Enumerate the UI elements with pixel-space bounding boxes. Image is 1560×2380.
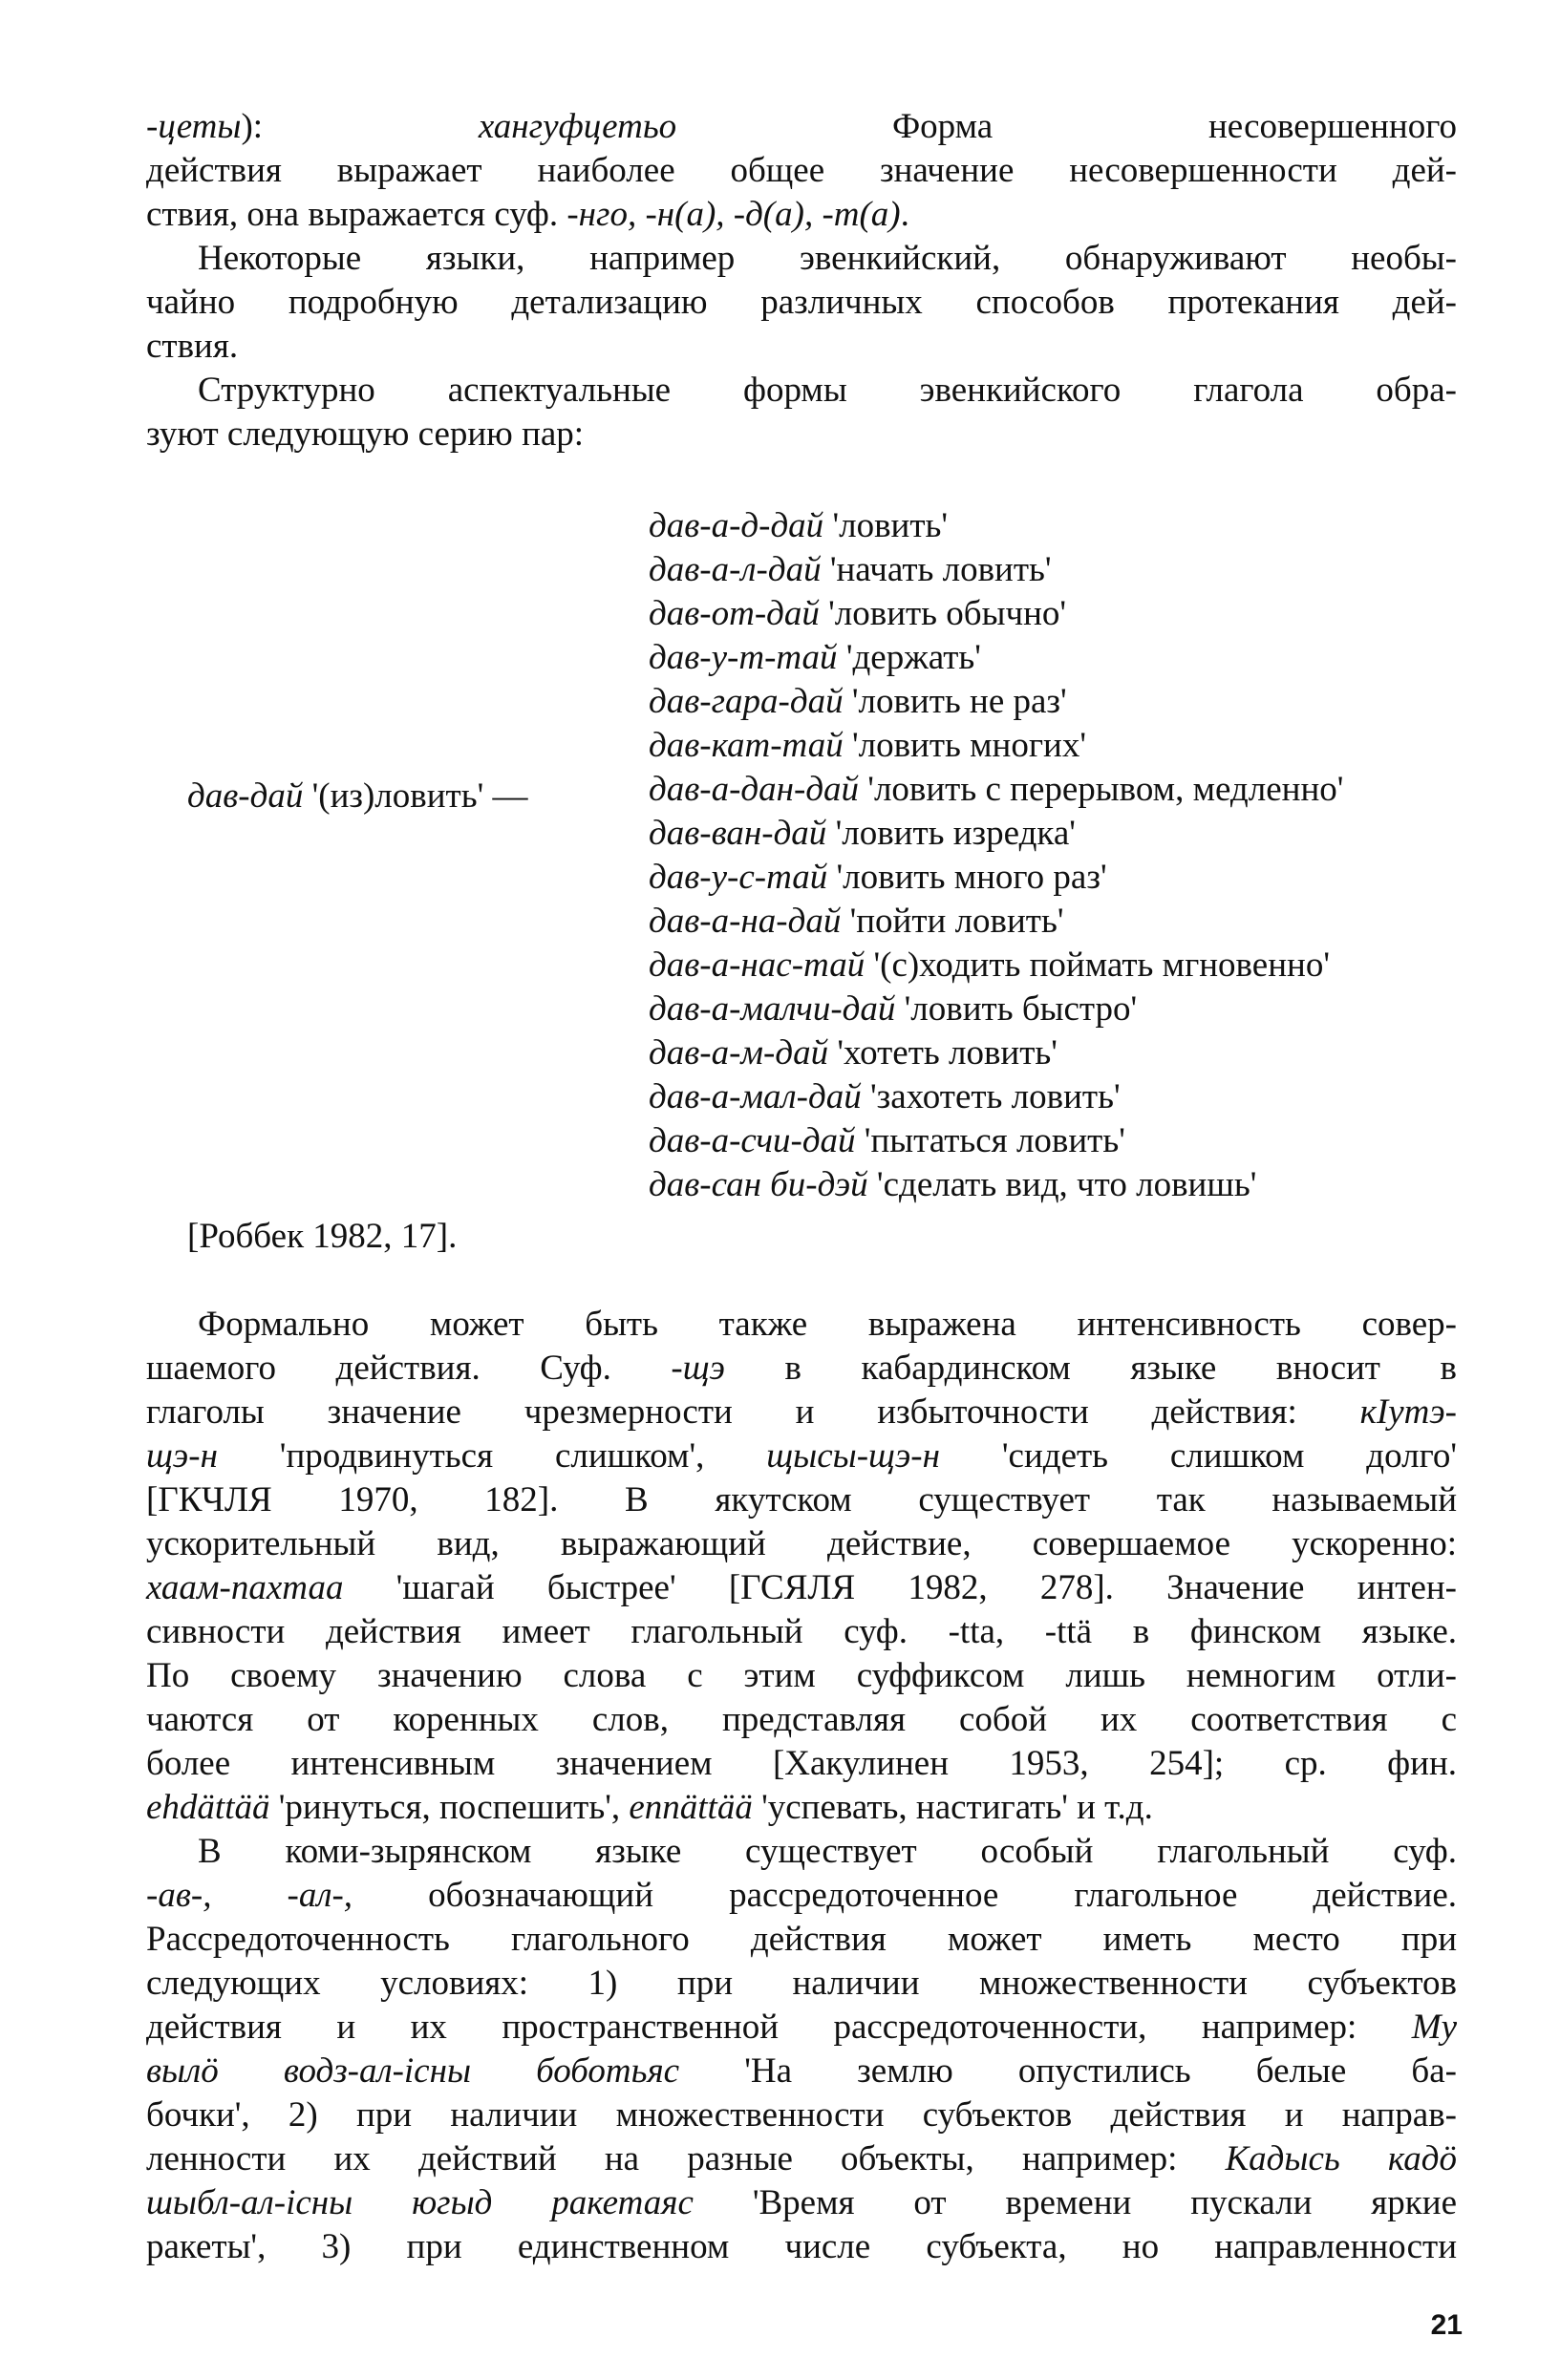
aspect-form-row	[649, 504, 1508, 548]
text-line	[146, 193, 1457, 237]
paragraph-structural-pairs	[146, 369, 1457, 457]
italic-term: хангуфцетьо	[478, 107, 677, 146]
text-line	[146, 1786, 1457, 1830]
aspect-form-row	[649, 1119, 1508, 1163]
text-run: 'На землю опустились белые ба-	[679, 2051, 1457, 2091]
paragraph-evenki-intro	[146, 237, 1457, 369]
paragraph-intensity	[146, 1303, 1457, 1830]
paragraph-komi	[146, 1830, 1457, 2269]
text-run: 'продвинуться слишком',	[217, 1436, 767, 1476]
text-line: чаются от коренных слов, представляя собой их соответствия с	[146, 1700, 1457, 1739]
text-line: следующих условиях: 1) при наличии множественности субъектов	[146, 1964, 1457, 2003]
text-line	[146, 1391, 1457, 1434]
text-run: 'сидеть слишком долго'	[939, 1436, 1457, 1476]
italic-term: дав-дай	[187, 776, 304, 816]
text-line: По своему значению слова с этим суффиксом лишь немногим отли-	[146, 1656, 1457, 1695]
italic-term: щысы-щэ-н	[766, 1436, 940, 1476]
aspect-form-row	[649, 1075, 1508, 1119]
text-line: Рассредоточенность глагольного действия может иметь место при	[146, 1920, 1457, 1959]
aspect-form-word: дав-а-мал-дай	[649, 1077, 862, 1116]
aspect-form-row	[649, 592, 1508, 636]
aspect-form-word: дав-гара-дай	[649, 682, 844, 721]
text-line: бочки', 2) при наличии множественности субъектов действия и направ-	[146, 2095, 1457, 2135]
italic-suffixes: -нго, -н(а), -д(а), -т(а)	[566, 195, 901, 234]
text-line: [ГКЧЛЯ 1970, 182]. В якутском существует так называемый	[146, 1480, 1457, 1519]
aspect-form-gloss: 'начать ловить'	[821, 550, 1052, 589]
text-line	[146, 2050, 1457, 2093]
text-run: в кабардинском языке вносит в	[724, 1349, 1457, 1388]
text-run: действия и их пространственной рассредоточенности, например:	[146, 2008, 1412, 2047]
aspect-form-gloss: 'пытаться ловить'	[855, 1121, 1125, 1160]
aspect-form-word: дав-кат-тай	[649, 726, 844, 765]
text-line: Некоторые языки, например эвенкийский, обнаруживают необы-	[198, 239, 1457, 278]
aspect-form-word: дав-у-с-тай	[649, 858, 828, 897]
aspect-form-gloss: 'сделать вид, что ловишь'	[867, 1165, 1257, 1204]
aspect-form-word: дав-сан би-дэй	[649, 1165, 868, 1204]
text-line	[146, 2006, 1457, 2050]
aspect-form-gloss: 'ловить быстро'	[895, 989, 1138, 1029]
italic-term: -цеты	[146, 107, 242, 146]
italic-term: ennättää	[629, 1788, 753, 1827]
italic-example: вылö водз-ал-iсны боботьяс	[146, 2051, 680, 2091]
text-line: Формально может быть также выражена интенсивность совер-	[198, 1305, 1457, 1344]
aspect-form-gloss: 'захотеть ловить'	[861, 1077, 1121, 1116]
text-line: зуют следующую серию пар:	[146, 414, 585, 454]
aspect-form-word: дав-от-дай	[649, 594, 820, 633]
text-line	[146, 105, 1457, 149]
aspect-form-gloss: 'ловить обычно'	[819, 594, 1067, 633]
aspect-form-word: дав-а-д-дай	[649, 506, 824, 545]
text-line: В коми-зырянском языке существует особый глагольный суф.	[198, 1832, 1457, 1871]
text-line	[146, 1434, 1457, 1478]
aspect-form-gloss: 'пойти ловить'	[841, 902, 1064, 941]
text-line	[146, 1347, 1457, 1391]
aspect-form-gloss: 'ловить'	[823, 506, 949, 545]
italic-term: Кадысь кадö	[1225, 2139, 1457, 2178]
text-run: 'успевать, настигать' и т.д.	[752, 1788, 1153, 1827]
italic-term: -ав-, -ал-,	[146, 1876, 353, 1915]
italic-term: щэ-н	[146, 1436, 218, 1476]
italic-example: шыбл-ал-iсны югыд ракетаяс	[146, 2183, 694, 2222]
text-line: ракеты', 3) при единственном числе субъекта, но направленности	[146, 2227, 1457, 2266]
pairs-head-form	[187, 775, 528, 818]
italic-term: ehdättää	[146, 1788, 270, 1827]
text-line: чайно подробную детализацию различных способов протекания дей-	[146, 283, 1457, 322]
aspect-form-word: дав-у-т-тай	[649, 638, 838, 677]
text-run: ):	[241, 107, 479, 146]
aspect-form-row	[649, 636, 1508, 680]
text-line: действия выражает наиболее общее значение несовершенности дей-	[146, 151, 1457, 190]
text-line: сивности действия имеет глагольный суф. -tta, -ttä в финском языке.	[146, 1612, 1457, 1651]
text-run: Форма несовершенного	[676, 107, 1457, 146]
text-run: шаемого действия. Суф.	[146, 1349, 672, 1388]
aspect-form-word: дав-ван-дай	[649, 814, 827, 853]
text-run: 'ринуться, поспешить',	[269, 1788, 630, 1827]
aspect-form-row	[649, 856, 1508, 900]
text-run: 'шагай быстрее' [ГСЯЛЯ 1982, 278]. Значение интен-	[343, 1568, 1457, 1607]
italic-term: -щэ	[671, 1349, 725, 1388]
italic-term: хаам-пахтаа	[146, 1568, 344, 1607]
aspect-form-row	[649, 1031, 1508, 1075]
aspect-form-row	[649, 812, 1508, 856]
aspect-form-gloss: 'держать'	[837, 638, 981, 677]
aspect-form-row	[649, 900, 1508, 944]
page-number: 21	[1430, 2309, 1463, 2341]
aspect-form-gloss: 'ловить не раз'	[843, 682, 1067, 721]
aspectual-forms-list	[649, 504, 1508, 1207]
aspect-form-row	[649, 768, 1508, 812]
aspect-form-word: дав-а-дан-дай	[649, 770, 860, 809]
text-line	[146, 1566, 1457, 1610]
aspect-form-gloss: 'ловить много раз'	[827, 858, 1107, 897]
aspect-form-word: дав-а-л-дай	[649, 550, 822, 589]
aspect-form-gloss: 'ловить изредка'	[826, 814, 1076, 853]
aspect-form-gloss: 'хотеть ловить'	[828, 1033, 1058, 1073]
aspect-form-row	[649, 680, 1508, 724]
text-run: глаголы значение чрезмерности и избыточности действия:	[146, 1392, 1360, 1432]
aspect-form-row	[649, 988, 1508, 1031]
aspect-form-row	[649, 724, 1508, 768]
text-run: 'Время от времени пускали яркие	[693, 2183, 1457, 2222]
text-line: Структурно аспектуальные формы эвенкийского глагола обра-	[198, 371, 1457, 410]
text-run: '(из)ловить' —	[303, 776, 528, 816]
italic-term: кIутэ-	[1359, 1392, 1457, 1432]
aspect-form-row	[649, 1163, 1508, 1207]
text-line	[146, 2181, 1457, 2225]
aspect-form-word: дав-а-на-дай	[649, 902, 842, 941]
text-line: ускорительный вид, выражающий действие, совершаемое ускоренно:	[146, 1524, 1457, 1563]
text-run: ствия, она выражается суф.	[146, 195, 567, 234]
aspect-form-word: дав-а-м-дай	[649, 1033, 829, 1073]
aspect-form-gloss: 'ловить многих'	[843, 726, 1087, 765]
aspect-form-word: дав-а-малчи-дай	[649, 989, 896, 1029]
text-run: ленности их действий на разные объекты, например:	[146, 2139, 1226, 2178]
text-line: ствия.	[146, 327, 239, 366]
aspect-form-row	[649, 548, 1508, 592]
source-citation: [Роббек 1982, 17].	[187, 1217, 458, 1256]
aspect-form-word: дав-а-счи-дай	[649, 1121, 856, 1160]
aspect-form-row	[649, 944, 1508, 988]
italic-term: Му	[1411, 2008, 1457, 2047]
aspect-form-gloss: '(с)ходить поймать мгновенно'	[865, 946, 1330, 985]
aspect-form-gloss: 'ловить с перерывом, медленно'	[859, 770, 1344, 809]
text-line	[146, 1874, 1457, 1918]
text-line: более интенсивным значением [Хакулинен 1953, 254]; ср. фин.	[146, 1744, 1457, 1783]
text-run: обозначающий рассредоточенное глагольное действие.	[353, 1876, 1457, 1915]
aspect-form-word: дав-а-нас-тай	[649, 946, 865, 985]
intro-lines	[146, 105, 1457, 237]
text-line	[146, 2137, 1457, 2181]
text-run: .	[900, 195, 909, 234]
